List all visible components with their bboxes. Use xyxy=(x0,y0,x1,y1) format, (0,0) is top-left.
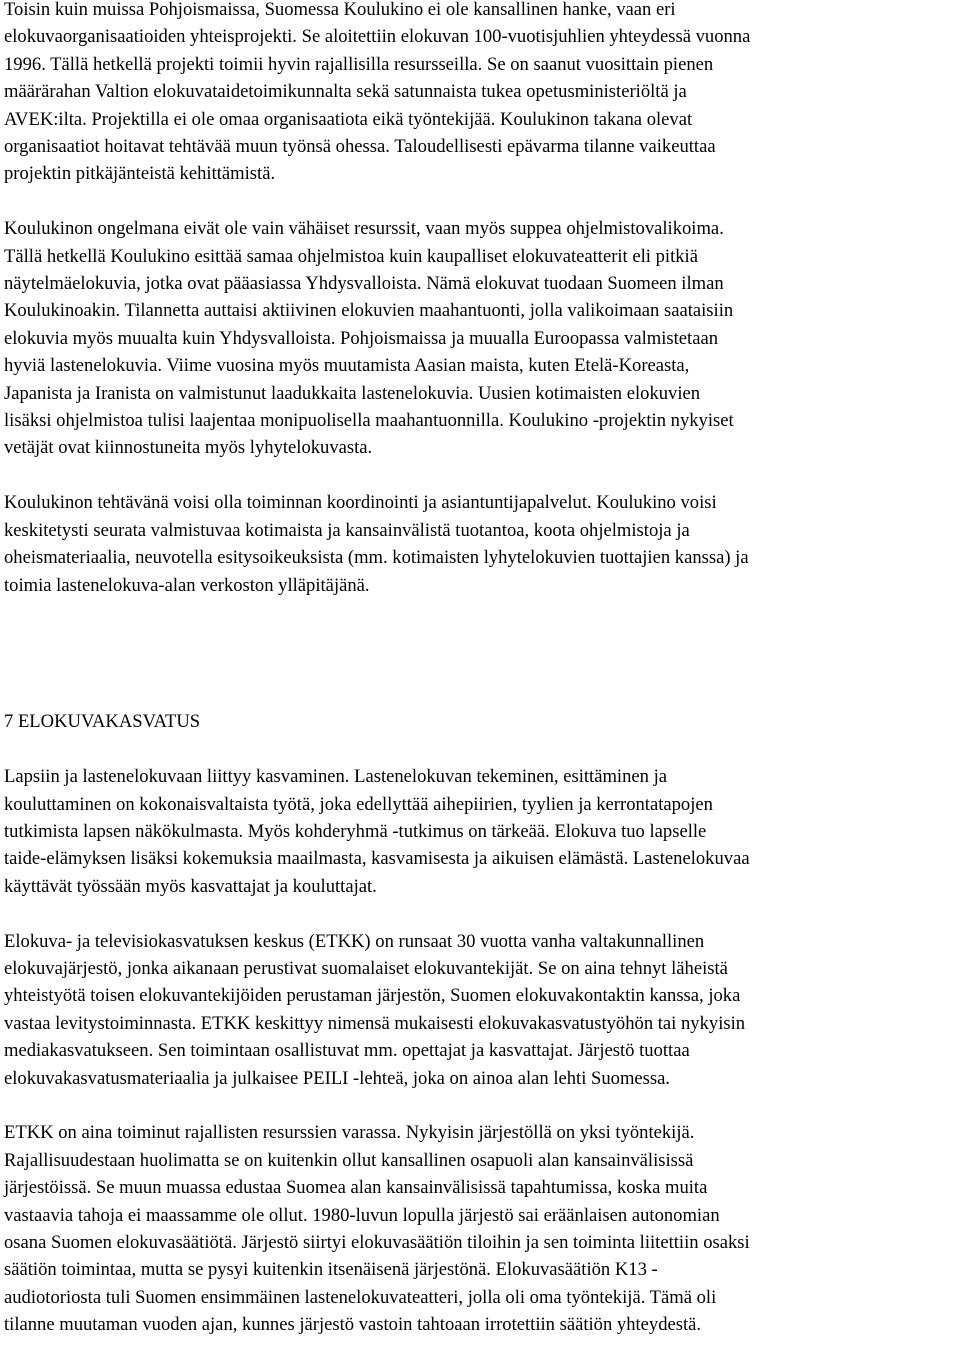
text-line: Elokuva- ja televisiokasvatuksen keskus (ETKK) on runsaat 30 vuotta vanha valtakunnallinen xyxy=(4,930,705,952)
paragraph-etkk-description xyxy=(4,928,956,1092)
text-line: elokuvia myös muualta kuin Yhdysvalloista. Pohjoismaissa ja muualla Euroopassa valmistetaan xyxy=(4,327,719,349)
text-line: projektin pitkäjänteistä kehittämistä. xyxy=(4,163,276,185)
text-line: elokuvakasvatusmateriaalia ja julkaisee PEILI -lehteä, joka on ainoa alan lehti Suomessa. xyxy=(4,1067,671,1089)
text-line: kouluttaminen on kokonaisvaltaista työtä, joka edellyttää aihepiirien, tyylien ja kerrontatapojen xyxy=(4,793,713,815)
text-line: elokuvaorganisaatioiden yhteisprojekti. Se aloitettiin elokuvan 100-vuotisjuhlien yhteydessä vuonna xyxy=(4,26,751,48)
text-line: keskitetysti seurata valmistuvaa kotimaista ja kansainvälistä tuotantoa, koota ohjelmistoja ja xyxy=(4,519,690,541)
text-line: Koulukinon ongelmana eivät ole vain vähäiset resurssit, vaan myös suppea ohjelmistovalikoima. xyxy=(4,218,724,240)
text-line: Lapsiin ja lastenelokuvaan liittyy kasvaminen. Lastenelokuvan tekeminen, esittäminen ja xyxy=(4,766,667,788)
section-heading: 7 ELOKUVAKASVATUS xyxy=(4,711,201,733)
text-line: lisäksi ohjelmistoa tulisi laajentaa monipuolisella maahantuonnilla. Koulukino -projektin nykyiset xyxy=(4,410,734,432)
text-line: yhteistyötä toisen elokuvantekijöiden perustaman järjestön, Suomen elokuvakontaktin kanssa, joka xyxy=(4,985,741,1007)
text-line: järjestöissä. Se muun muassa edustaa Suomea alan kansainvälisissä tapahtumissa, koska muita xyxy=(4,1177,708,1199)
section-spacer xyxy=(4,626,956,708)
text-line: Japanista ja Iranista on valmistunut laadukkaita lastenelokuvia. Uusien kotimaisten elokuvien xyxy=(4,382,701,404)
paragraph-etkk-resources xyxy=(4,1119,956,1338)
text-line: vastaavia tahoja ei maassamme ole ollut. 1980-luvun lopulla järjestö sai eräänlaisen autonomian xyxy=(4,1204,720,1226)
text-line: AVEK:ilta. Projektilla ei ole omaa organisaatiota eikä työntekijää. Koulukinon takana olevat xyxy=(4,108,693,130)
text-line: osana Suomen elokuvasäätiötä. Järjestö siirtyi elokuvasäätiön tiloihin ja sen toiminta liitettiin osaksi xyxy=(4,1231,750,1253)
text-line: määrärahan Valtion elokuvataidetoimikunnalta sekä satunnaista tukea opetusministeriöltä ja xyxy=(4,81,687,103)
text-line: hyviä lastenelokuvia. Viime vuosina myös muutamista Aasian maista, kuten Etelä-Koreasta, xyxy=(4,355,690,377)
text-line: tilanne muutaman vuoden ajan, kunnes järjestö vastoin tahtoaan irrotettiin säätiön yhteydestä. xyxy=(4,1314,702,1336)
text-line: Koulukinon tehtävänä voisi olla toiminnan koordinointi ja asiantuntijapalvelut. Koulukino voisi xyxy=(4,492,717,514)
paragraph-koulukino-tasks xyxy=(4,489,956,599)
text-line: Toisin kuin muissa Pohjoismaissa, Suomessa Koulukino ei ole kansallinen hanke, vaan eri xyxy=(4,0,676,20)
text-line: taide-elämyksen lisäksi kokemuksia maailmasta, kasvamisesta ja aikuisen elämästä. Lastenelokuvaa xyxy=(4,848,750,870)
paragraph-koulukino-problems xyxy=(4,215,956,462)
text-line: Tällä hetkellä Koulukino esittää samaa ohjelmistoa kuin kaupalliset elokuvateatterit eli pitkiä xyxy=(4,245,698,267)
text-line: näytelmäelokuvia, jotka ovat pääasiassa Yhdysvalloista. Nämä elokuvat tuodaan Suomeen ilman xyxy=(4,273,724,295)
document-page xyxy=(4,0,956,1366)
text-line: säätiön toimintaa, mutta se pysyi kuitenkin itsenäisenä järjestönä. Elokuvasäätiön K13 - xyxy=(4,1259,658,1281)
text-line: oheismateriaalia, neuvotella esitysoikeuksista (mm. kotimaisten lyhytelokuvien tuottajien kanssa) ja xyxy=(4,547,749,569)
text-line: vastaa levitystoiminnasta. ETKK keskittyy nimensä mukaisesti elokuvakasvatustyöhön tai nykyisin xyxy=(4,1012,746,1034)
text-line: käyttävät työssään myös kasvattajat ja kouluttajat. xyxy=(4,875,377,897)
text-line: audiotoriosta tuli Suomen ensimmäinen lastenelokuvateatteri, jolla oli oma työntekijä. Tämä oli xyxy=(4,1286,717,1308)
paragraph-film-education-intro xyxy=(4,763,956,900)
text-line: vetäjät ovat kiinnostuneita myös lyhytelokuvasta. xyxy=(4,437,373,459)
text-line: organisaatiot hoitavat tehtävää muun työnsä ohessa. Taloudellisesti epävarma tilanne vaikeuttaa xyxy=(4,136,716,158)
text-line: mediakasvatukseen. Sen toimintaan osallistuvat mm. opettajat ja kasvattajat. Järjestö tuottaa xyxy=(4,1040,690,1062)
paragraph-koulukino-background xyxy=(4,0,956,188)
text-line: elokuvajärjestö, jonka aikanaan perustivat suomalaiset elokuvantekijät. Se on aina tehnyt läheistä xyxy=(4,957,728,979)
text-line: ETKK on aina toiminut rajallisten resurssien varassa. Nykyisin järjestöllä on yksi työntekijä. xyxy=(4,1122,695,1144)
text-line: tutkimista lapsen näkökulmasta. Myös kohderyhmä -tutkimus on tärkeää. Elokuva tuo lapselle xyxy=(4,820,707,842)
text-line: Koulukinoakin. Tilannetta auttaisi aktiivinen elokuvien maahantuonti, jolla valikoimaan saataisiin xyxy=(4,300,734,322)
text-line: 1996. Tällä hetkellä projekti toimii hyvin rajallisilla resursseilla. Se on saanut vuosittain pienen xyxy=(4,53,714,75)
text-line: toimia lastenelokuva-alan verkoston ylläpitäjänä. xyxy=(4,574,370,596)
text-line: Rajallisuudestaan huolimatta se on kuitenkin ollut kansallinen osapuoli alan kansainvälisissä xyxy=(4,1149,694,1171)
